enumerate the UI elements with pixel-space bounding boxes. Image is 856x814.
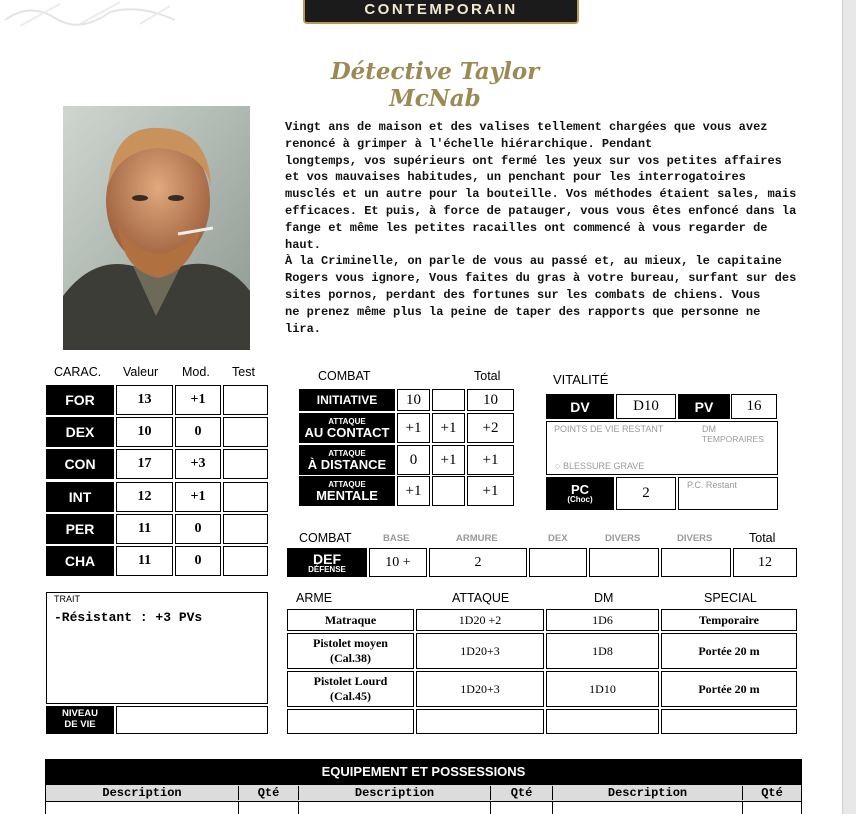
weapon-special[interactable]: Temporaire <box>661 609 797 631</box>
weapon-name[interactable]: Pistolet Lourd (Cal.45) <box>287 671 414 707</box>
initiative-mod[interactable] <box>432 389 465 411</box>
weapon-dm[interactable] <box>546 709 659 734</box>
carac-mod-header: Mod. <box>182 365 210 379</box>
def-label-box <box>287 548 367 577</box>
bio-line: haut. <box>285 237 322 252</box>
carac-for-value[interactable]: 13 <box>116 385 173 415</box>
attack-distance-label: À DISTANCE <box>307 456 387 472</box>
pv-value[interactable]: 16 <box>731 394 777 419</box>
carac-header: CARAC. <box>54 365 102 379</box>
equipment-header-row <box>45 784 802 802</box>
bio-line: et vos mauvaises habitudes, un penchant pour les interrogatoires <box>285 170 746 185</box>
carac-per-test[interactable] <box>223 514 268 544</box>
carac-cha-value[interactable]: 11 <box>116 546 173 576</box>
attack-mentale-label-box <box>299 476 395 506</box>
weapon-special[interactable]: Portée 20 m <box>661 671 797 707</box>
combat-header: COMBAT <box>318 369 371 383</box>
attack-contact-total[interactable]: +2 <box>467 413 514 443</box>
equip-col-desc-3: Description <box>552 786 742 800</box>
weapon-attaque[interactable]: 1D20+3 <box>416 633 544 669</box>
bio-line: Rogers vous ignore, Vous faites du gras à votre bureau, surfant sur des <box>285 271 797 286</box>
weapon-attaque[interactable]: 1D20+3 <box>416 671 544 707</box>
weapon-special[interactable]: Portée 20 m <box>661 633 797 669</box>
carac-con-value[interactable]: 17 <box>116 449 173 479</box>
attack-distance-total[interactable]: +1 <box>467 445 514 475</box>
def-divers-1[interactable] <box>589 548 659 577</box>
carac-con-mod[interactable]: +3 <box>175 449 221 479</box>
carac-dex-test[interactable] <box>223 417 268 447</box>
equipment-title: EQUIPEMENT ET POSSESSIONS <box>45 759 802 784</box>
attack-mentale-small: ATTAQUE <box>328 479 366 489</box>
weapon-name[interactable] <box>287 709 414 734</box>
def-col-armure: ARMURE <box>456 533 498 544</box>
attack-mentale-base[interactable]: +1 <box>397 476 430 506</box>
pc-restant-box[interactable] <box>678 477 778 510</box>
attack-distance-base[interactable]: 0 <box>397 445 430 475</box>
equip-col-desc-1: Description <box>102 786 182 800</box>
bio-line: longtemps, vos supérieurs ont fermé les yeux sur vos petites affaires <box>285 153 782 168</box>
pc-label: PC <box>570 482 590 497</box>
def-col-total: Total <box>749 531 776 545</box>
attack-contact-label-box <box>299 413 395 443</box>
bio-line: À la Criminelle, on parle de vous au passé et, au mieux, le capitaine <box>285 254 782 269</box>
attack-contact-mod[interactable]: +1 <box>432 413 465 443</box>
def-dex[interactable] <box>529 548 587 577</box>
weapon-name[interactable]: Matraque <box>287 609 414 631</box>
carac-int-test[interactable] <box>223 482 268 512</box>
dm-label: DM TEMPORAIRES <box>702 424 764 444</box>
attack-mentale-total[interactable]: +1 <box>467 476 514 506</box>
pc-restant-label: P.C. Restant <box>687 480 737 490</box>
weapon-special[interactable] <box>661 709 797 734</box>
weapon-attaque[interactable] <box>416 709 544 734</box>
weapon-col-attaque: ATTAQUE <box>452 591 510 605</box>
page-title: Détective Taylor McNab <box>330 58 540 112</box>
def-base[interactable]: 10 + <box>369 548 427 577</box>
niveau-value[interactable] <box>116 706 268 734</box>
niveau-label-box <box>46 706 114 734</box>
equipment-body[interactable] <box>45 802 802 814</box>
bio-line: fange et même les petites racailles ont commencé à vous regarder de <box>285 220 768 235</box>
attack-contact-label: AU CONTACT <box>304 424 390 440</box>
def-col-divers-2: DIVERS <box>677 533 713 544</box>
pv-restant-box[interactable] <box>546 421 778 475</box>
bio-line: efficaces. Et puis, à force de patauger, vous vous êtes enfoncé dans la <box>285 203 797 218</box>
carac-cha-label: CHA <box>46 546 114 576</box>
carac-dex-mod[interactable]: 0 <box>175 417 221 447</box>
carac-dex-value[interactable]: 10 <box>116 417 173 447</box>
vitalite-header: VITALITÉ <box>553 372 609 387</box>
dv-label: DV <box>546 394 614 419</box>
carac-cha-mod[interactable]: 0 <box>175 546 221 576</box>
trait-text: -Résistant : +3 PVs <box>54 610 203 625</box>
carac-int-mod[interactable]: +1 <box>175 482 221 512</box>
weapon-dm[interactable]: 1D6 <box>546 609 659 631</box>
pv-label: PV <box>678 394 730 419</box>
weapon-dm[interactable]: 1D8 <box>546 633 659 669</box>
trait-box[interactable] <box>46 592 268 704</box>
attack-contact-small: ATTAQUE <box>328 416 366 426</box>
blessure-grave: ○ BLESSURE GRAVE <box>555 461 645 471</box>
def-col-dex: DEX <box>548 533 568 544</box>
carac-int-value[interactable]: 12 <box>116 482 173 512</box>
defense-combat-header: COMBAT <box>299 531 352 545</box>
def-divers-2[interactable] <box>661 548 731 577</box>
weapon-attaque[interactable]: 1D20 +2 <box>416 609 544 631</box>
attack-distance-small: ATTAQUE <box>328 448 366 458</box>
carac-per-mod[interactable]: 0 <box>175 514 221 544</box>
pc-label-box <box>546 477 614 510</box>
carac-for-test[interactable] <box>223 385 268 415</box>
carac-cha-test[interactable] <box>223 546 268 576</box>
niveau-label-1: NIVEAU <box>62 708 98 720</box>
bio-line: musclés et un autre pour la bouteille. Vos méthodes étaient sales, mais <box>285 187 797 202</box>
def-armure[interactable]: 2 <box>429 548 527 577</box>
carac-for-label: FOR <box>46 385 114 415</box>
character-biography <box>285 119 805 337</box>
combat-total-header: Total <box>474 369 501 383</box>
carac-dex-label: DEX <box>46 417 114 447</box>
carac-con-test[interactable] <box>223 449 268 479</box>
scrollbar[interactable] <box>842 0 856 814</box>
attack-mentale-mod[interactable] <box>432 476 465 506</box>
def-small: DÉFENSE <box>308 564 346 574</box>
weapon-col-special: SPECIAL <box>704 591 757 605</box>
carac-con-label: CON <box>46 449 114 479</box>
attack-contact-base[interactable]: +1 <box>397 413 430 443</box>
equip-col-qty-2: Qté <box>490 786 552 800</box>
banner-contemporain: CONTEMPORAIN <box>303 0 579 24</box>
carac-per-value[interactable]: 11 <box>116 514 173 544</box>
def-col-divers-1: DIVERS <box>605 533 641 544</box>
attack-distance-label-box <box>299 445 395 475</box>
carac-int-label: INT <box>46 482 114 512</box>
bio-line: lira. <box>285 321 322 336</box>
initiative-label: INITIATIVE <box>299 389 395 411</box>
carac-for-mod[interactable]: +1 <box>175 385 221 415</box>
bio-line: renoncé à grimper à l'échelle hiérarchique. Pendant <box>285 136 653 151</box>
def-col-base: BASE <box>383 533 410 544</box>
initiative-base[interactable]: 10 <box>397 389 430 411</box>
def-total[interactable]: 12 <box>733 548 797 577</box>
carac-per-label: PER <box>46 514 114 544</box>
trait-header: TRAIT <box>54 594 80 604</box>
attack-distance-mod[interactable]: +1 <box>432 445 465 475</box>
weapon-col-dm: DM <box>594 591 614 605</box>
equip-col-desc-2: Description <box>298 786 490 800</box>
pc-value[interactable]: 2 <box>616 477 676 510</box>
bio-line: ne prenez même plus la peine de taper des rapports que personne ne <box>285 304 761 319</box>
carac-value-header: Valeur <box>123 365 159 379</box>
equip-col-qty-3: Qté <box>742 786 801 800</box>
dv-value[interactable]: D10 <box>616 394 676 419</box>
character-portrait <box>63 106 250 350</box>
weapon-col-arme: ARME <box>296 591 333 605</box>
pv-restant-label: POINTS DE VIE RESTANT <box>554 424 664 434</box>
weapon-dm[interactable]: 1D10 <box>546 671 659 707</box>
bio-line: sites pornos, perdant des fortunes sur les combats de chiens. Vous <box>285 287 761 302</box>
carac-test-header: Test <box>232 365 255 379</box>
bio-line: Vingt ans de maison et des valises tellement chargées que vous avez <box>285 120 768 134</box>
def-label: DEF <box>313 550 341 567</box>
equip-col-qty-1: Qté <box>238 786 298 800</box>
niveau-label-2: DE VIE <box>64 719 96 730</box>
initiative-total[interactable]: 10 <box>467 389 514 411</box>
ornament-decoration <box>0 0 200 28</box>
weapon-name[interactable]: Pistolet moyen (Cal.38) <box>287 633 414 669</box>
attack-mentale-label: MENTALE <box>316 487 378 503</box>
pc-small: (Choc) <box>567 495 593 504</box>
